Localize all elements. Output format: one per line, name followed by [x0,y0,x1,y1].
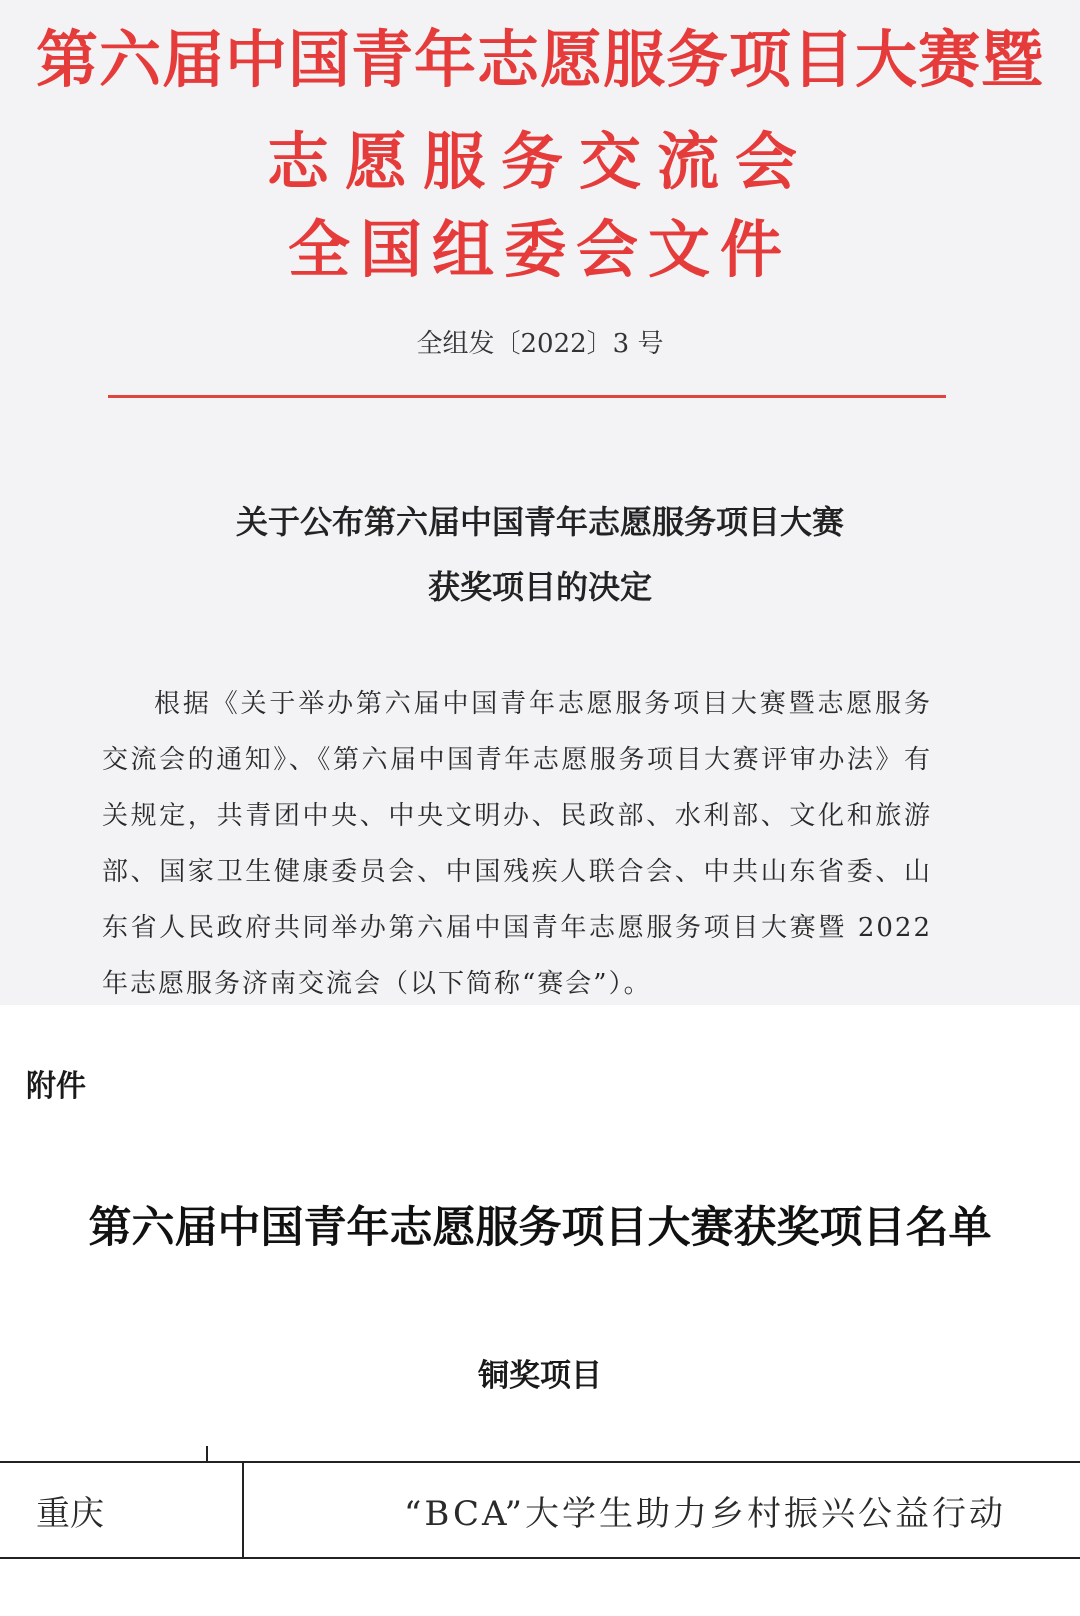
body-paragraph: 根据《关于举办第六届中国青年志愿服务项目大赛暨志愿服务交流会的通知》、《第六届中国青年志愿服务项目大赛评审办法》有关规定，共青团中央、中央文明办、民政部、水利部、文化和旅游部、国家卫生健康委员会、中国残疾人联合会、中共山东省委、山东省人民政府共同举办第六届中国青年志愿服务项目大赛暨 2022 年志愿服务济南交流会（以下简称“赛会”）。 [102,689,932,999]
award-table [0,1461,1080,1559]
project-cell: “BCA”大学生助力乡村振兴公益行动 [404,1493,1006,1534]
decision-title-line-2: 获奖项目的决定 [427,568,652,606]
header-line-1: 第六届中国青年志愿服务项目大赛暨 [35,23,1044,96]
header-line-3: 全国组委会文件 [287,213,792,286]
award-tier-heading: 铜奖项目 [478,1358,602,1394]
attachment-label: 附件 [26,1069,86,1104]
region-cell: 重庆 [0,1462,243,1558]
red-divider-line [108,395,946,398]
header-line-2: 志愿服务交流会 [266,125,813,198]
decision-title-line-1: 关于公布第六届中国青年志愿服务项目大赛 [235,503,844,541]
award-list-title: 第六届中国青年志愿服务项目大赛获奖项目名单 [88,1203,992,1253]
table-row [0,1462,1080,1558]
table-divider-stub [206,1446,208,1462]
document-number: 全组发〔2022〕3 号 [416,329,664,359]
